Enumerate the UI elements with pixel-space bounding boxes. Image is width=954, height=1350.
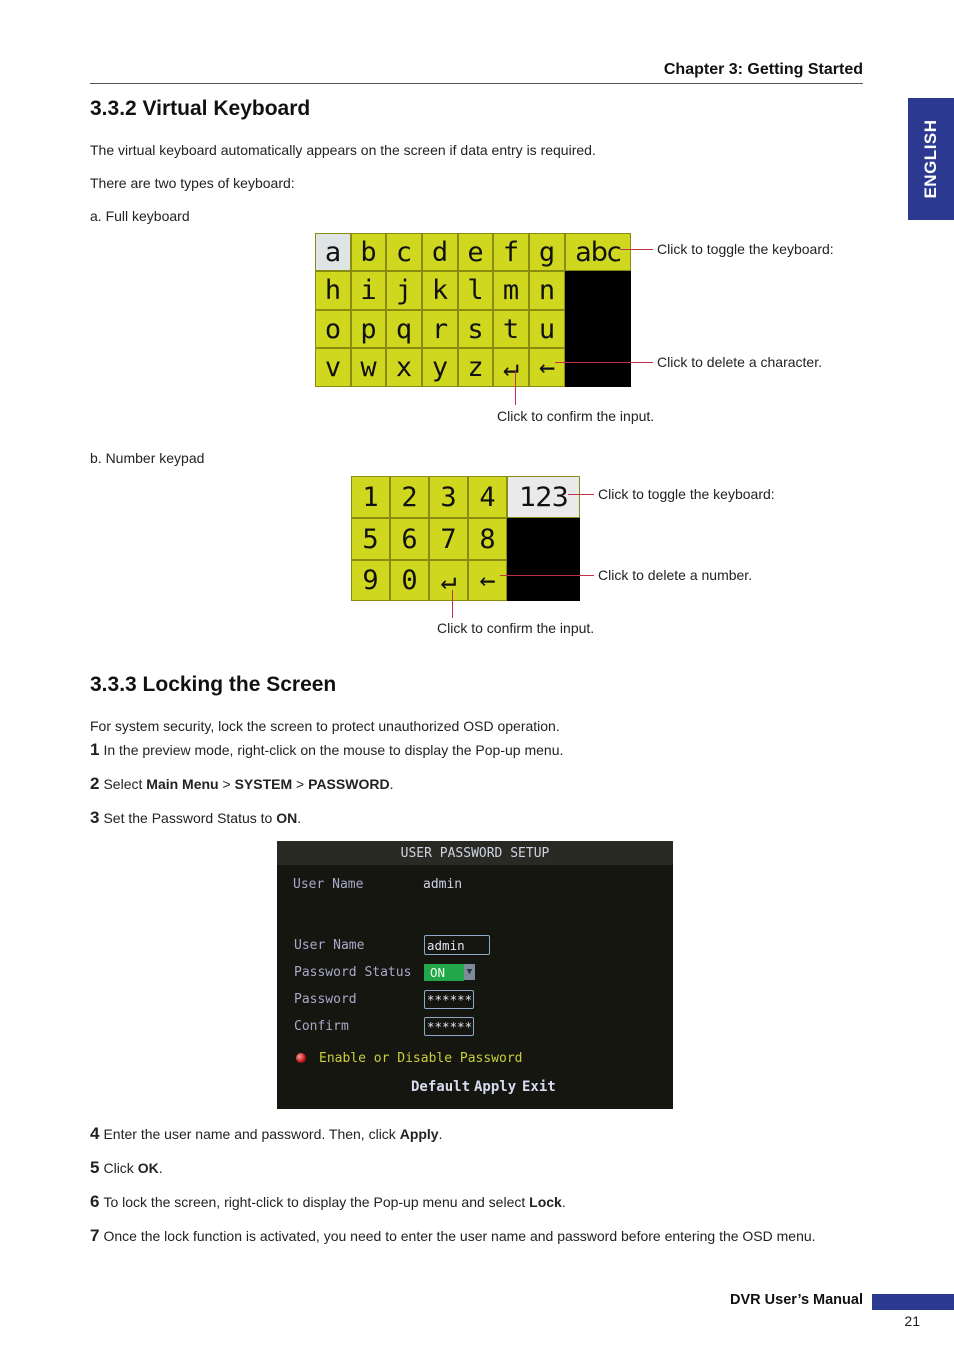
vk-number-label: b. Number keypad — [90, 450, 205, 466]
vk-intro: The virtual keyboard automatically appears on the screen if data entry is required. — [90, 142, 596, 158]
key-t[interactable]: t — [493, 310, 529, 348]
callout-line-toggle — [620, 249, 653, 250]
backspace-icon[interactable]: ← — [529, 348, 565, 387]
step-1 — [90, 740, 563, 760]
section-heading-locking: 3.3.3 Locking the Screen — [90, 673, 337, 696]
step-number: 6 — [90, 1192, 100, 1211]
osd-password-status-select[interactable]: ON — [424, 964, 464, 981]
vk-types-intro: There are two types of keyboard: — [90, 175, 295, 191]
user-password-setup-screen — [277, 841, 673, 1109]
key-3[interactable]: 3 — [429, 476, 468, 518]
key-w[interactable]: w — [351, 348, 386, 387]
key-x[interactable]: x — [386, 348, 422, 387]
step-text: Enter the user name and password. Then, click — [103, 1126, 400, 1142]
footer-bar — [872, 1294, 954, 1310]
key-toggle-abc[interactable]: abc — [565, 233, 631, 271]
menu-path-main-menu: Main Menu — [146, 776, 219, 792]
key-4[interactable]: 4 — [468, 476, 507, 518]
step-number: 2 — [90, 774, 100, 793]
osd-note: Enable or Disable Password — [319, 1051, 523, 1066]
key-q[interactable]: q — [386, 310, 422, 348]
key-f[interactable]: f — [493, 233, 529, 271]
key-d[interactable]: d — [422, 233, 458, 271]
key-l[interactable]: l — [458, 271, 493, 310]
step-text-end: . — [158, 1160, 163, 1176]
key-6[interactable]: 6 — [390, 518, 429, 560]
key-h[interactable]: h — [315, 271, 351, 310]
key-z[interactable]: z — [458, 348, 493, 387]
osd-password-label: Password — [294, 992, 357, 1007]
locking-intro: For system security, lock the screen to protect unauthorized OSD operation. — [90, 718, 560, 734]
key-5[interactable]: 5 — [351, 518, 390, 560]
key-v[interactable]: v — [315, 348, 351, 387]
osd-user-name-input[interactable]: admin — [424, 935, 490, 955]
osd-user-name-value: admin — [423, 877, 463, 892]
chevron-down-icon[interactable]: ▼ — [464, 964, 475, 980]
numpad-callout-line-confirm — [452, 590, 453, 618]
osd-exit-button[interactable]: Exit — [522, 1079, 556, 1095]
step-text: Select — [103, 776, 147, 792]
callout-line-delete — [555, 362, 653, 363]
callout-line-confirm — [515, 370, 516, 405]
step-text: In the preview mode, right-click on the mouse to display the Pop-up menu. — [103, 742, 564, 758]
key-c[interactable]: c — [386, 233, 422, 271]
key-1[interactable]: 1 — [351, 476, 390, 518]
step-bold-lock: Lock — [529, 1194, 562, 1210]
key-g[interactable]: g — [529, 233, 565, 271]
step-3 — [90, 808, 301, 828]
step-number: 1 — [90, 740, 100, 759]
numpad-callout-delete: Click to delete a number. — [598, 567, 753, 583]
key-u[interactable]: u — [529, 310, 565, 348]
osd-password-input[interactable]: ****** — [424, 990, 474, 1009]
step-number: 5 — [90, 1158, 100, 1177]
path-separator: > — [218, 776, 235, 792]
step-text-end: . — [438, 1126, 443, 1142]
section-heading-virtual-keyboard: 3.3.2 Virtual Keyboard — [90, 97, 311, 120]
osd-default-button[interactable]: Default — [411, 1079, 471, 1095]
key-r[interactable]: r — [422, 310, 458, 348]
key-9[interactable]: 9 — [351, 560, 390, 601]
key-m[interactable]: m — [493, 271, 529, 310]
osd-user-name-label: User Name — [293, 877, 364, 892]
step-text: Click — [103, 1160, 138, 1176]
step-number: 3 — [90, 808, 100, 827]
numpad-callout-line-delete — [500, 575, 594, 576]
callout-delete-character: Click to delete a character. — [657, 354, 822, 370]
step-bold-ok: OK — [137, 1160, 159, 1176]
step-text-end: . — [389, 776, 394, 792]
language-tab-label: ENGLISH — [921, 119, 940, 199]
enter-icon[interactable]: ↵ — [493, 348, 529, 387]
vk-full-label: a. Full keyboard — [90, 208, 190, 224]
step-7 — [90, 1226, 816, 1246]
key-b[interactable]: b — [351, 233, 386, 271]
key-7[interactable]: 7 — [429, 518, 468, 560]
key-8[interactable]: 8 — [468, 518, 507, 560]
key-o[interactable]: o — [315, 310, 351, 348]
number-keypad — [351, 476, 580, 601]
menu-path-system: SYSTEM — [234, 776, 293, 792]
key-toggle-123[interactable]: 123 — [507, 476, 580, 518]
step-text-end: . — [297, 810, 302, 826]
step-4 — [90, 1124, 442, 1144]
info-dot-icon — [296, 1053, 306, 1063]
language-tab — [908, 98, 954, 220]
callout-confirm-input: Click to confirm the input. — [497, 408, 655, 424]
page-number: 21 — [904, 1313, 920, 1329]
osd-title: USER PASSWORD SETUP — [277, 841, 673, 865]
key-p[interactable]: p — [351, 310, 386, 348]
chapter-title: Chapter 3: Getting Started — [663, 61, 863, 78]
header-rule — [90, 83, 863, 84]
key-0[interactable]: 0 — [390, 560, 429, 601]
step-bold-on: ON — [276, 810, 298, 826]
full-keyboard — [315, 233, 631, 387]
key-2[interactable]: 2 — [390, 476, 429, 518]
step-number: 7 — [90, 1226, 100, 1245]
step-text: To lock the screen, right-click to display the Pop-up menu and select — [103, 1194, 530, 1210]
osd-apply-button[interactable]: Apply — [474, 1079, 517, 1095]
step-text-end: . — [561, 1194, 566, 1210]
step-text: Once the lock function is activated, you need to enter the user name and password before entering the OSD menu. — [103, 1228, 816, 1244]
osd-confirm-input[interactable]: ****** — [424, 1017, 474, 1036]
key-e[interactable]: e — [458, 233, 493, 271]
numpad-backspace-icon[interactable]: ← — [468, 560, 507, 601]
step-5 — [90, 1158, 163, 1178]
numpad-callout-toggle: Click to toggle the keyboard: — [598, 486, 775, 502]
key-y[interactable]: y — [422, 348, 458, 387]
step-bold-apply: Apply — [399, 1126, 439, 1142]
key-n[interactable]: n — [529, 271, 565, 310]
key-j[interactable]: j — [386, 271, 422, 310]
osd-password-status-label: Password Status — [294, 965, 412, 980]
step-number: 4 — [90, 1124, 100, 1143]
manual-title: DVR User’s Manual — [730, 1292, 863, 1308]
osd-user-name-field-label: User Name — [294, 938, 365, 953]
key-s[interactable]: s — [458, 310, 493, 348]
step-text: Set the Password Status to — [103, 810, 277, 826]
path-separator: > — [292, 776, 309, 792]
numpad-enter-icon[interactable]: ↵ — [429, 560, 468, 601]
key-a[interactable]: a — [315, 233, 351, 271]
callout-toggle-keyboard: Click to toggle the keyboard: — [657, 241, 834, 257]
step-2 — [90, 774, 393, 794]
menu-path-password: PASSWORD — [308, 776, 390, 792]
key-i[interactable]: i — [351, 271, 386, 310]
step-6 — [90, 1192, 566, 1212]
osd-confirm-label: Confirm — [294, 1019, 349, 1034]
numpad-callout-confirm: Click to confirm the input. — [437, 620, 595, 636]
key-k[interactable]: k — [422, 271, 458, 310]
numpad-callout-line-toggle — [568, 494, 594, 495]
